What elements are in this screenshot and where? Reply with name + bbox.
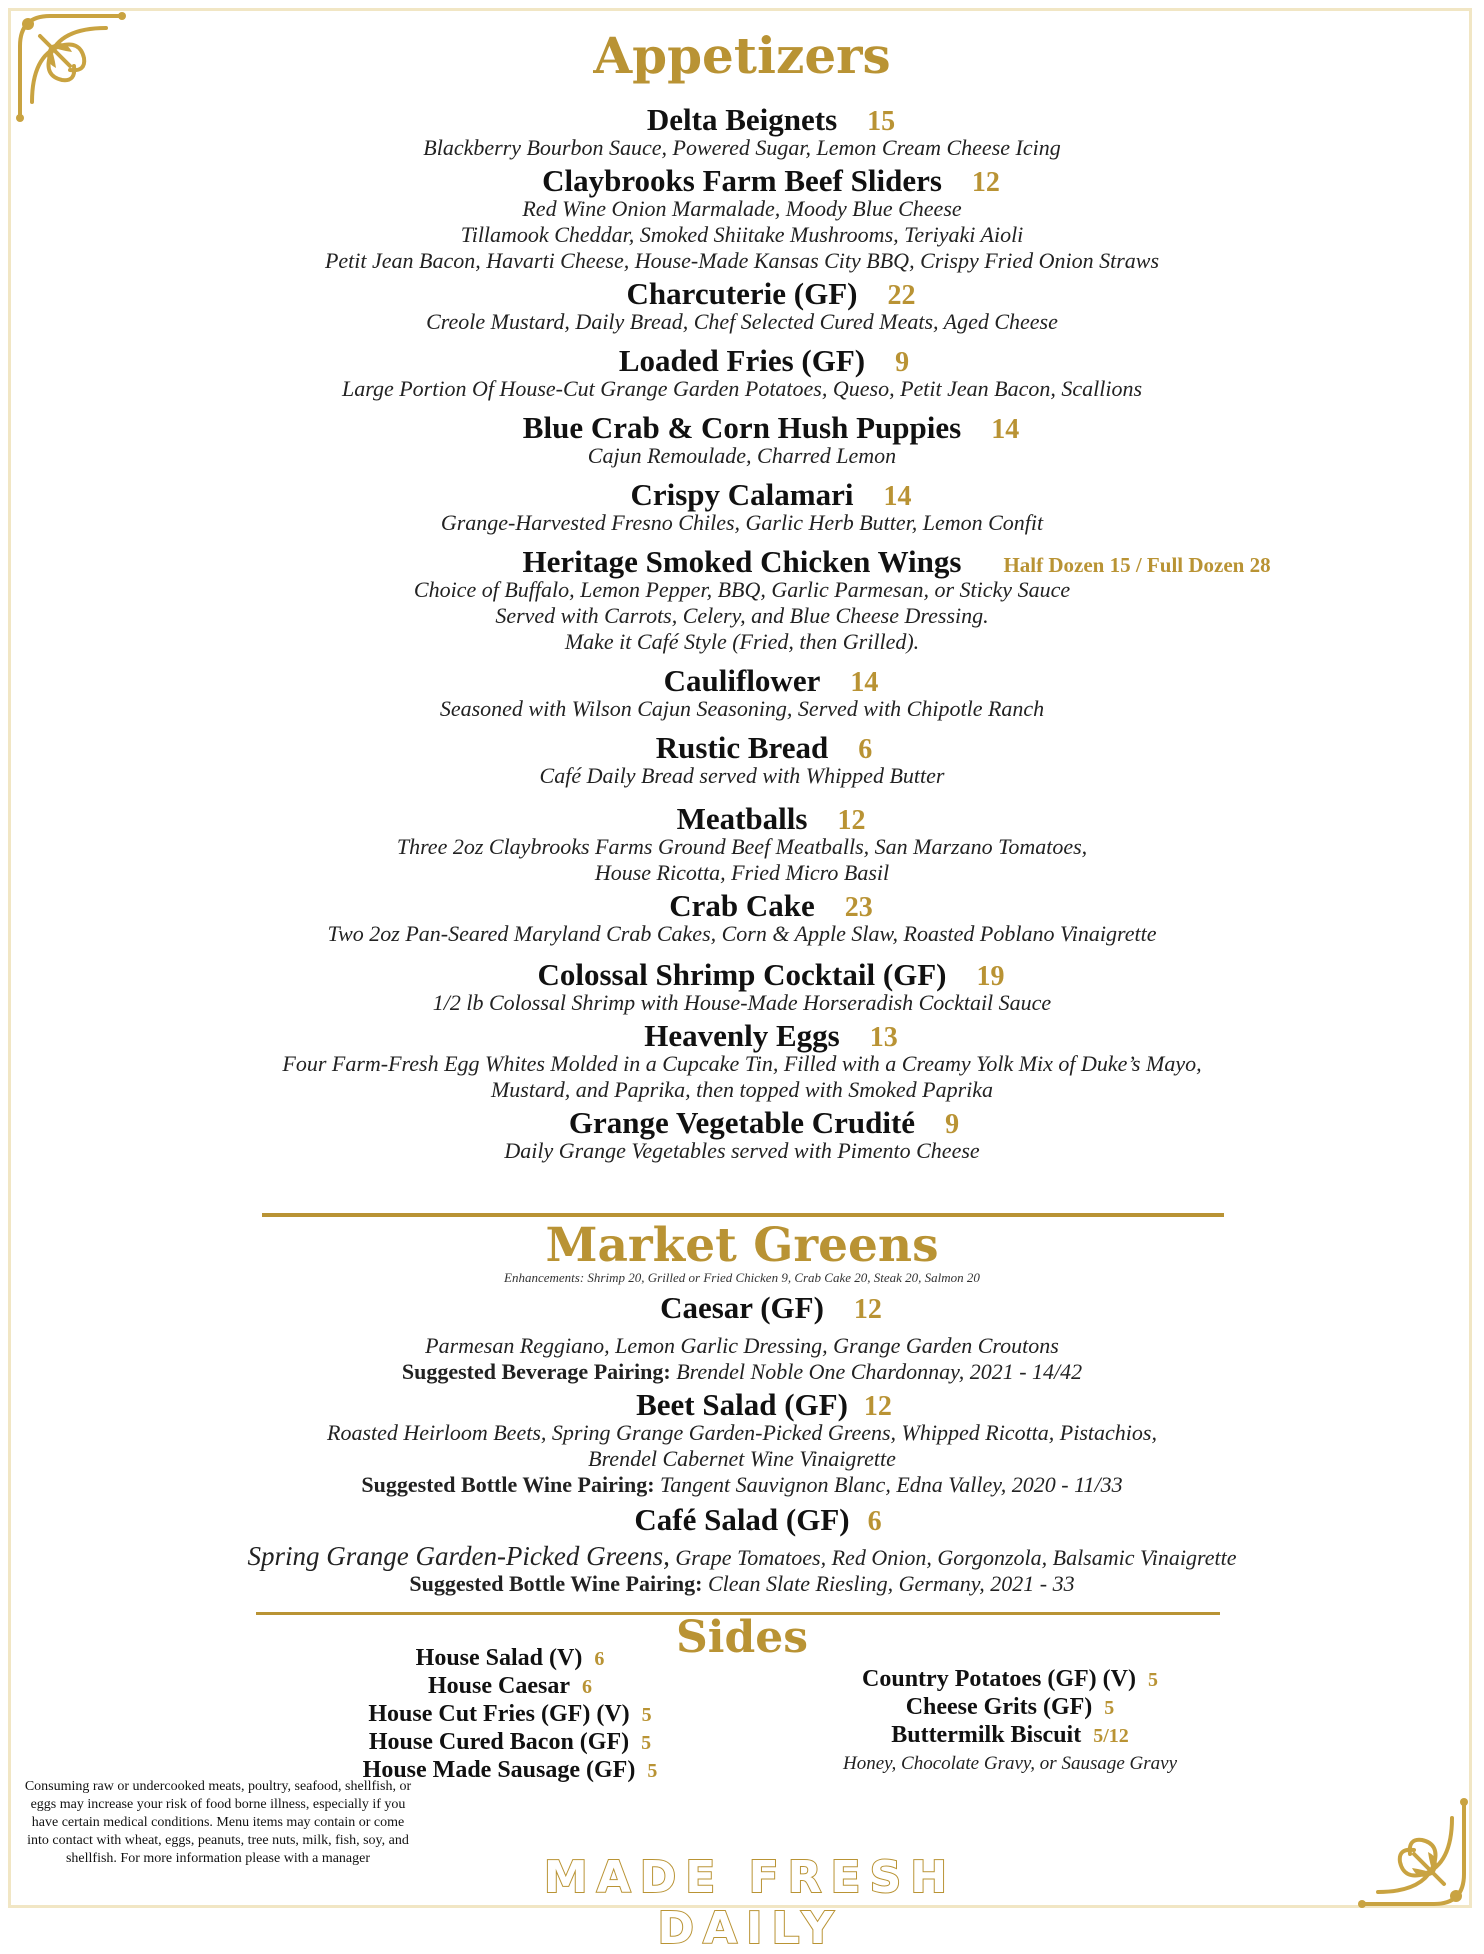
item-description: Creole Mustard, Daily Bread, Chef Selected Cured Meats, Aged Cheese [426, 309, 1058, 334]
side-item [340, 1729, 680, 1757]
item-name: Heritage Smoked Chicken Wings [522, 544, 962, 579]
menu-item [0, 732, 1484, 789]
menu-item [0, 1020, 1484, 1103]
side-item [820, 1694, 1200, 1722]
item-name: Grange Vegetable Crudité [568, 1105, 916, 1140]
item-description: Mustard, and Paprika, then topped with Smoked Paprika [490, 1077, 994, 1102]
item-description: Spring Grange Garden-Picked Greens, [247, 1541, 670, 1571]
item-name: Blue Crab & Corn Hush Puppies [522, 410, 962, 445]
side-price: 6 [581, 1676, 592, 1698]
menu-item [0, 1107, 1484, 1164]
pairing-value: Tangent Sauvignon Blanc, Edna Valley, 2020 - 11/33 [654, 1472, 1123, 1497]
item-description: Grange-Harvested Fresno Chiles, Garlic Herb Butter, Lemon Confit [440, 510, 1044, 535]
item-description: Red Wine Onion Marmalade, Moody Blue Cheese [522, 196, 962, 221]
menu-item [0, 412, 1484, 469]
item-name: Caesar (GF) [660, 1290, 824, 1325]
sides-title: Sides [675, 1612, 809, 1663]
side-name: House Cut Fries (GF) (V) [368, 1701, 630, 1727]
item-description: Make it Café Style (Fried, then Grilled). [564, 629, 920, 654]
item-price: 12 [971, 167, 1000, 198]
side-price: 5/12 [1093, 1725, 1129, 1747]
item-name: Cauliflower [663, 663, 821, 698]
item-price: 14 [883, 481, 912, 512]
item-name: Colossal Shrimp Cocktail (GF) [537, 957, 947, 992]
menu-item [0, 345, 1484, 402]
side-name: House Cured Bacon (GF) [368, 1729, 630, 1755]
appetizers-title: Appetizers [593, 26, 891, 85]
item-price: 22 [887, 280, 916, 311]
menu-item [0, 959, 1484, 1016]
side-item [340, 1701, 680, 1729]
item-price: 19 [976, 961, 1005, 992]
item-description: Cajun Remoulade, Charred Lemon [587, 443, 897, 468]
item-description: Choice of Buffalo, Lemon Pepper, BBQ, Garlic Parmesan, or Sticky Sauce [413, 577, 1071, 602]
pairing-value: Clean Slate Riesling, Germany, 2021 - 33 [702, 1571, 1075, 1596]
item-name: Charcuterie (GF) [626, 276, 858, 311]
item-description: Parmesan Reggiano, Lemon Garlic Dressing, Grange Garden Croutons [425, 1333, 1059, 1358]
pairing-value: Brendel Noble One Chardonnay, 2021 - 14/42 [670, 1359, 1083, 1384]
menu-item [0, 1504, 1484, 1597]
item-price: 9 [945, 1109, 960, 1140]
item-price: 12 [853, 1294, 882, 1325]
flourish-corner-icon [1354, 1794, 1474, 1914]
side-price: 5 [641, 1704, 652, 1726]
item-description: Two 2oz Pan-Seared Maryland Crab Cakes, Corn & Apple Slaw, Roasted Poblano Vinaigrette [327, 921, 1157, 946]
side-name: House Made Sausage (GF) [362, 1757, 636, 1783]
sides-right-list [820, 1666, 1200, 1777]
item-description: Brendel Cabernet Wine Vinaigrette [588, 1446, 896, 1471]
side-price: 5 [641, 1732, 652, 1754]
item-description: Blackberry Bourbon Sauce, Powered Sugar, Lemon Cream Cheese Icing [423, 135, 1061, 160]
item-price: 14 [850, 667, 879, 698]
sides-left-list [340, 1645, 680, 1785]
pairing-label: Suggested Bottle Wine Pairing: [361, 1472, 655, 1497]
side-price: 6 [594, 1648, 605, 1670]
item-description: Large Portion Of House-Cut Grange Garden Potatoes, Queso, Petit Jean Bacon, Scallions [341, 376, 1143, 401]
market-greens-list [0, 1270, 1484, 1597]
item-name: Claybrooks Farm Beef Sliders [542, 163, 942, 198]
item-name: Crispy Calamari [630, 477, 854, 512]
item-price: 12 [837, 805, 866, 836]
menu-item [0, 1292, 1484, 1385]
item-description: Served with Carrots, Celery, and Blue Cheese Dressing. [495, 603, 989, 628]
item-price: 13 [869, 1022, 898, 1053]
menu-item [0, 890, 1484, 947]
enhancements-note: Enhancements: Shrimp 20, Grilled or Fried Chicken 9, Crab Cake 20, Steak 20, Salmon 20 [504, 1270, 980, 1285]
market-greens-title: Market Greens [545, 1218, 939, 1273]
item-price: 6 [858, 734, 873, 765]
side-item [340, 1673, 680, 1701]
item-price: 14 [991, 414, 1020, 445]
menu-item [0, 803, 1484, 886]
menu-item [0, 278, 1484, 335]
side-price: 5 [647, 1760, 658, 1782]
item-name: Delta Beignets [646, 102, 838, 137]
menu-item [0, 479, 1484, 536]
side-item [820, 1722, 1200, 1750]
item-description: Four Farm-Fresh Egg Whites Molded in a Cupcake Tin, Filled with a Creamy Yolk Mix of Duke’s Mayo, [282, 1051, 1202, 1076]
item-description: Petit Jean Bacon, Havarti Cheese, House-Made Kansas City BBQ, Crispy Fried Onion Straws [324, 248, 1160, 273]
section-divider [262, 1213, 1224, 1217]
side-price: 5 [1104, 1697, 1115, 1719]
side-item [340, 1645, 680, 1673]
menu-item [0, 1389, 1484, 1498]
food-safety-disclaimer: Consuming raw or undercooked meats, poultry, seafood, shellfish, or eggs may increase your risk of food borne illness, especially if you have certain medical conditions. Menu items may contain or come into contact with wheat, eggs, peanuts, tree nuts, milk, fish, soy, and shellfish. For more information please with a manager [24, 1779, 412, 1866]
tagline: MADE FRESH DAILY [543, 1852, 957, 1954]
item-description: Seasoned with Wilson Cajun Seasoning, Served with Chipotle Ranch [439, 696, 1045, 721]
item-price: 9 [895, 347, 910, 378]
side-name: Cheese Grits (GF) [905, 1694, 1093, 1720]
item-price: 23 [844, 892, 873, 923]
pairing-label: Suggested Beverage Pairing: [401, 1359, 671, 1384]
item-price: 15 [867, 106, 896, 137]
item-name: Loaded Fries (GF) [618, 343, 866, 378]
item-description: Roasted Heirloom Beets, Spring Grange Garden-Picked Greens, Whipped Ricotta, Pistachios, [327, 1420, 1157, 1445]
item-name: Rustic Bread [655, 730, 829, 765]
side-name: House Salad (V) [415, 1645, 583, 1671]
item-name: Crab Cake [669, 888, 815, 923]
pairing-label: Suggested Bottle Wine Pairing: [409, 1571, 703, 1596]
item-name: Meatballs [676, 801, 808, 836]
item-description: Café Daily Bread served with Whipped Butter [539, 763, 945, 788]
menu-item [0, 165, 1484, 274]
menu-item [0, 104, 1484, 161]
item-description: Daily Grange Vegetables served with Pimento Cheese [504, 1138, 980, 1163]
side-name: Buttermilk Biscuit [891, 1722, 1082, 1748]
menu-item [0, 665, 1484, 722]
appetizers-list [0, 104, 1484, 1164]
item-description: Three 2oz Claybrooks Farms Ground Beef Meatballs, San Marzano Tomatoes, [396, 834, 1088, 859]
item-description: House Ricotta, Fried Micro Basil [594, 860, 890, 885]
side-item [820, 1666, 1200, 1694]
menu-item [0, 546, 1484, 655]
item-name: Café Salad (GF) [634, 1502, 850, 1537]
side-price: 5 [1147, 1669, 1158, 1691]
item-price: 12 [863, 1391, 892, 1422]
item-price: 6 [867, 1506, 882, 1537]
item-price: Half Dozen 15 / Full Dozen 28 [1003, 553, 1271, 577]
item-description: 1/2 lb Colossal Shrimp with House-Made Horseradish Cocktail Sauce [432, 990, 1052, 1015]
item-name: Heavenly Eggs [644, 1018, 840, 1053]
biscuit-options-note: Honey, Chocolate Gravy, or Sausage Gravy [842, 1753, 1178, 1774]
item-description: Tillamook Cheddar, Smoked Shiitake Mushrooms, Teriyaki Aioli [460, 222, 1024, 247]
item-name: Beet Salad (GF) [636, 1387, 848, 1422]
item-description: Grape Tomatoes, Red Onion, Gorgonzola, Balsamic Vinaigrette [669, 1545, 1237, 1570]
side-name: Country Potatoes (GF) (V) [862, 1666, 1136, 1692]
side-name: House Caesar [428, 1673, 570, 1699]
